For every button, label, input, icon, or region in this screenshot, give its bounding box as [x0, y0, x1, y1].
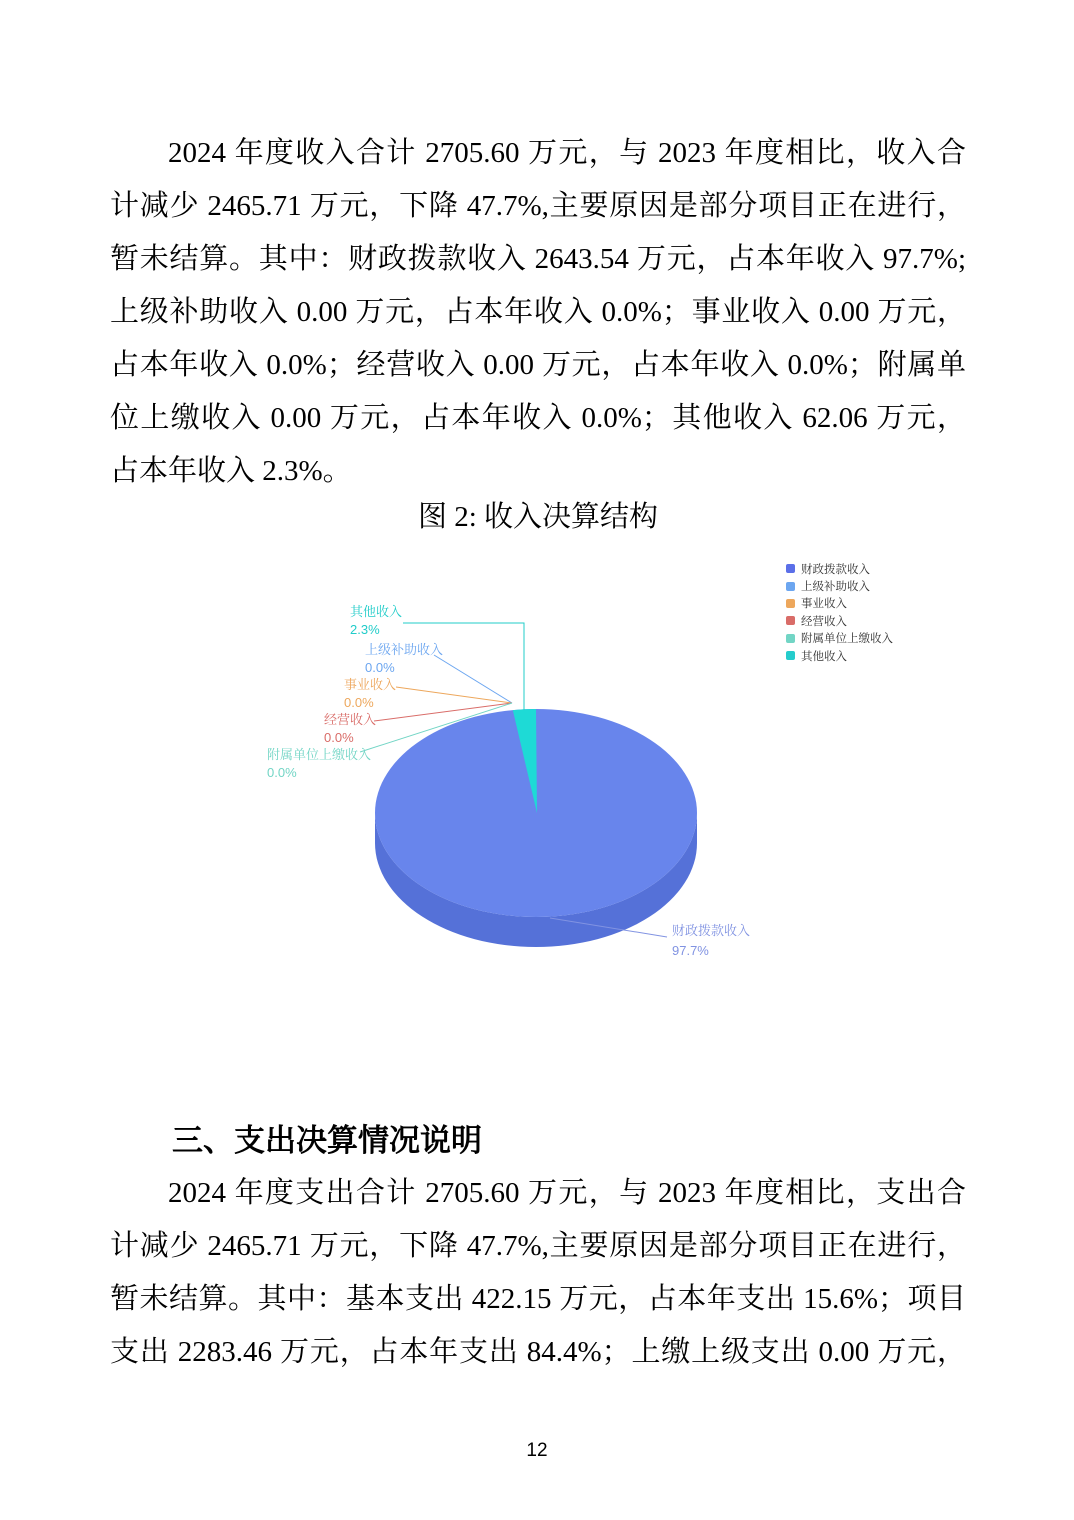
paragraph-line: 暂未结算。其中：基本支出 422.15 万元，占本年支出 15.6%；项目	[110, 1283, 966, 1315]
paragraph-line: 2024 年度支出合计 2705.60 万元，与 2023 年度相比，支出合	[168, 1177, 966, 1209]
callout-fiscal-allocation	[672, 921, 750, 961]
leader-line-superior-subsidy	[434, 655, 512, 703]
income-pie-chart	[0, 545, 1074, 990]
expenditure-paragraph	[110, 1167, 966, 1379]
callout-name: 上级补助收入	[365, 642, 444, 657]
paragraph-line: 位上缴收入 0.00 万元，占本年收入 0.0%；其他收入 62.06 万元，	[110, 402, 966, 434]
paragraph-line: 计减少 2465.71 万元，下降 47.7%,主要原因是部分项目正在进行，	[110, 1230, 966, 1262]
legend-swatch-icon	[786, 582, 795, 591]
paragraph-line: 2024 年度收入合计 2705.60 万元，与 2023 年度相比，收入合	[168, 137, 966, 169]
callout-name: 其他收入	[350, 604, 403, 619]
paragraph-line: 占本年收入 0.0%；经营收入 0.00 万元，占本年收入 0.0%；附属单	[110, 349, 966, 381]
callout-name: 附属单位上缴收入	[267, 747, 372, 762]
legend-item-fiscal-allocation	[786, 560, 893, 577]
paragraph-line: 上级补助收入 0.00 万元，占本年收入 0.0%；事业收入 0.00 万元，	[110, 296, 966, 328]
leader-line-business-income	[396, 687, 512, 703]
callout-operating-income	[324, 711, 376, 747]
legend-item-affiliated-income	[786, 630, 893, 647]
callout-name: 财政拨款收入	[672, 923, 751, 938]
callout-percent: 0.0%	[365, 660, 395, 675]
legend-item-superior-subsidy	[786, 577, 893, 594]
section-heading: 三、支出决算情况说明	[172, 1123, 482, 1158]
legend-item-business-income	[786, 595, 893, 612]
callout-affiliated-income	[267, 746, 371, 782]
callout-business-income	[344, 676, 396, 712]
paragraph-line: 暂未结算。其中：财政拨款收入 2643.54 万元，占本年收入 97.7%;	[110, 243, 966, 275]
callout-percent: 97.7%	[672, 943, 709, 958]
legend-label: 附属单位上缴收入	[801, 633, 893, 646]
legend-label: 事业收入	[801, 598, 847, 611]
callout-percent: 0.0%	[324, 730, 354, 745]
callout-superior-subsidy	[365, 641, 443, 677]
pie-chart-canvas	[0, 545, 1074, 990]
legend-swatch-icon	[786, 599, 795, 608]
callout-percent: 0.0%	[267, 765, 297, 780]
paragraph-line: 计减少 2465.71 万元，下降 47.7%,主要原因是部分项目正在进行，	[110, 190, 966, 222]
callout-percent: 0.0%	[344, 695, 374, 710]
chart-legend	[786, 560, 893, 664]
figure-caption: 图 2: 收入决算结构	[417, 501, 659, 533]
callout-name: 事业收入	[344, 677, 397, 692]
legend-label: 经营收入	[801, 615, 847, 628]
callout-name: 经营收入	[324, 712, 377, 727]
legend-label: 财政拨款收入	[801, 563, 870, 576]
income-paragraph	[110, 127, 966, 498]
legend-item-other-income	[786, 647, 893, 664]
legend-item-operating-income	[786, 612, 893, 629]
legend-swatch-icon	[786, 616, 795, 625]
legend-swatch-icon	[786, 651, 795, 660]
callout-other-income	[350, 603, 402, 639]
legend-swatch-icon	[786, 564, 795, 573]
legend-swatch-icon	[786, 634, 795, 643]
callout-percent: 2.3%	[350, 622, 380, 637]
paragraph-line: 占本年收入 2.3%。	[110, 455, 352, 487]
legend-label: 其他收入	[801, 650, 847, 663]
paragraph-line: 支出 2283.46 万元，占本年支出 84.4%；上缴上级支出 0.00 万元，	[110, 1336, 966, 1368]
legend-label: 上级补助收入	[801, 581, 870, 594]
page-number: 12	[526, 1440, 548, 1461]
